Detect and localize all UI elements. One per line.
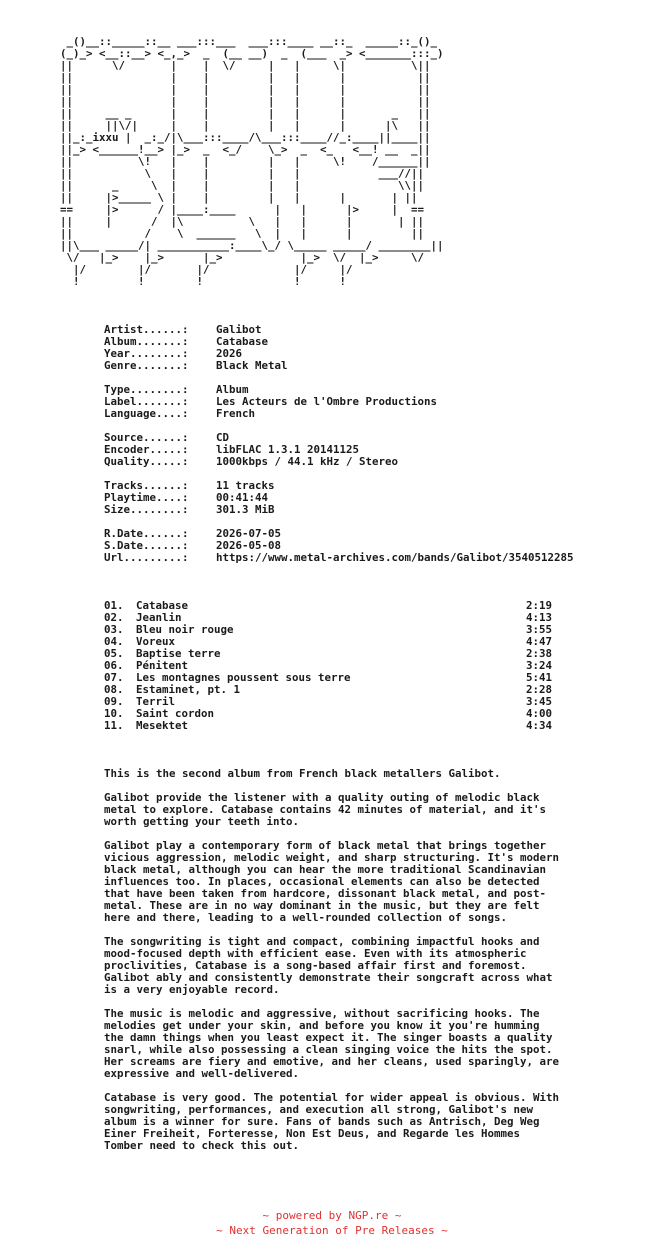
info-key: Year........: xyxy=(104,347,189,360)
track-title: Baptise terre xyxy=(136,647,221,660)
info-row xyxy=(104,456,574,468)
nfo-document xyxy=(60,12,574,1176)
info-value: Catabase xyxy=(216,335,269,348)
track-number: 10. xyxy=(104,707,124,720)
info-value: Galibot xyxy=(216,323,262,336)
track-number: 04. xyxy=(104,635,124,648)
ascii-banner-logo: _()__::_____::__ ___:::___ ___:::____ __::_ _____::_()_ (_)_> <__::__> <_,_> _ (__ __) _ (___ _> <_______:::_) || \/ | | \/ | | \| \|| || | | | | | || || | | | | | || || | | | | | || || __ _ | | | | | _ || || ||\/| | | | | | |\ || ||_:_ixxu | _:_/|\___:::____/\___:::____//_:____||____|| ||_> <______!__> |_> _ <_/ \_> _ <_ <__! __ _|| || \! | | | | \! /______|| || \ | | | | ___//|| || _ \ | | | | \\|| || |>_____ \ | | | | | | || == |> / |____:____ | | |> | == || | / |\ \ | | | | || || / \ ______ \ | | | || ||\___ _____/| ___________:____\_/ \_____ _____/ ________|| \/ |_> |_> |_> |_> \/ |_> \/ |/ |/ |/ |/ |/ ! ! ! ! ! xyxy=(60,35,444,288)
info-row xyxy=(104,360,574,372)
info-key: Artist......: xyxy=(104,323,189,336)
review-paragraph: Galibot provide the listener with a quality outing of melodic black metal to explore. Catabase contains 42 minutes of material, and it's worth getting your teeth into. xyxy=(104,791,547,828)
info-key: Source......: xyxy=(104,431,189,444)
track-length: 3:45 xyxy=(525,695,552,708)
track-length: 3:55 xyxy=(525,623,552,636)
info-key: Size........: xyxy=(104,503,189,516)
info-key: Genre.......: xyxy=(104,359,189,372)
review-paragraph: The music is melodic and aggressive, without sacrificing hooks. The melodies get under your skin, and before you know it you're humming the damn things when you least expect it. The singer boasts a quality snarl, while also possessing a clean singing voice the hits the spot. Her screams are fiery and emotive, and her cleans, used sparingly, are expressive and well-delivered. xyxy=(104,1007,560,1080)
track-number: 03. xyxy=(104,623,124,636)
review-paragraph: Galibot play a contemporary form of black metal that brings together vicious aggression, melodic weight, and sharp structuring. It's modern black metal, although you can hear the more traditional Scandinavian influences too. In places, occasional elements can also be detected that have been taken from hardcore, dissonant black metal, and post-metal. These are in no way dominant in the music, but they are felt here and there, leading to a well-rounded collection of songs. xyxy=(104,839,560,924)
track-title: Pénitent xyxy=(136,659,189,672)
review-text xyxy=(60,768,564,1152)
track-length: 4:00 xyxy=(525,707,552,720)
track-number: 07. xyxy=(104,671,124,684)
track-title: Jeanlin xyxy=(136,611,182,624)
info-value: Black Metal xyxy=(216,359,288,372)
info-value: 00:41:44 xyxy=(216,491,269,504)
track-length: 2:38 xyxy=(525,647,552,660)
info-value: 1000kbps / 44.1 kHz / Stereo xyxy=(216,455,399,468)
review-paragraph: Catabase is very good. The potential for wider appeal is obvious. With songwriting, performances, and execution all strong, Galibot's new album is a winner for sure. Fans of bands such as Antrisch, Deg Weg Einer Freiheit, Forteresse, Non Est Deus, and Regarde les Hommes Tomber need to check this out. xyxy=(104,1091,560,1152)
info-value: 301.3 MiB xyxy=(216,503,275,516)
info-value: https://www.metal-archives.com/bands/Galibot/3540512285 xyxy=(216,551,574,564)
track-row xyxy=(104,720,552,732)
track-number: 05. xyxy=(104,647,124,660)
info-value: French xyxy=(216,407,256,420)
info-row xyxy=(104,408,574,420)
info-key: Tracks......: xyxy=(104,479,189,492)
track-length: 2:28 xyxy=(525,683,552,696)
info-value: 2026 xyxy=(216,347,243,360)
info-value: Les Acteurs de l'Ombre Productions xyxy=(216,395,438,408)
track-length: 4:34 xyxy=(525,719,552,732)
track-number: 09. xyxy=(104,695,124,708)
track-title: Catabase xyxy=(136,599,189,612)
track-number: 11. xyxy=(104,719,124,732)
track-number: 06. xyxy=(104,659,124,672)
review-paragraph: The songwriting is tight and compact, combining impactful hooks and mood-focused depth with efficient ease. Even with its atmospheric proclivities, Catabase is a song-based affair first and foremost. Galibot ably and consistently demonstrate their songcraft across what is a very enjoyable record. xyxy=(104,935,553,996)
footer-line-2: ~ Next Generation of Pre Releases ~ xyxy=(216,1224,448,1237)
info-value: libFLAC 1.3.1 20141125 xyxy=(216,443,360,456)
info-key: S.Date......: xyxy=(104,539,189,552)
info-key: Quality.....: xyxy=(104,455,189,468)
track-title: Saint cordon xyxy=(136,707,215,720)
track-length: 4:13 xyxy=(525,611,552,624)
track-title: Voreux xyxy=(136,635,176,648)
track-length: 4:47 xyxy=(525,635,552,648)
footer-line-1: ~ powered by NGP.re ~ xyxy=(262,1209,402,1222)
track-number: 02. xyxy=(104,611,124,624)
release-info xyxy=(60,324,574,564)
track-length: 3:24 xyxy=(525,659,552,672)
track-length: 2:19 xyxy=(525,599,552,612)
track-title: Bleu noir rouge xyxy=(136,623,234,636)
footer-powered-by xyxy=(0,1208,664,1238)
info-value: CD xyxy=(216,431,230,444)
track-title: Estaminet, pt. 1 xyxy=(136,683,241,696)
info-key: Album.......: xyxy=(104,335,189,348)
info-key: Type........: xyxy=(104,383,189,396)
track-number: 08. xyxy=(104,683,124,696)
info-value: Album xyxy=(216,383,249,396)
track-title: Mesektet xyxy=(136,719,189,732)
info-row xyxy=(104,504,574,516)
track-number: 01. xyxy=(104,599,124,612)
info-key: Label.......: xyxy=(104,395,189,408)
track-length: 5:41 xyxy=(525,671,552,684)
info-key: Url.........: xyxy=(104,551,189,564)
info-value: 11 tracks xyxy=(216,479,275,492)
tracklist xyxy=(60,600,574,732)
info-key: R.Date......: xyxy=(104,527,189,540)
info-key: Language....: xyxy=(104,407,189,420)
track-title: Les montagnes poussent sous terre xyxy=(136,671,351,684)
info-key: Encoder.....: xyxy=(104,443,189,456)
info-key: Playtime....: xyxy=(104,491,189,504)
track-title: Terril xyxy=(136,695,176,708)
review-paragraph: This is the second album from French black metallers Galibot. xyxy=(104,767,501,780)
info-row xyxy=(104,552,574,564)
info-value: 2026-05-08 xyxy=(216,539,282,552)
info-value: 2026-07-05 xyxy=(216,527,282,540)
